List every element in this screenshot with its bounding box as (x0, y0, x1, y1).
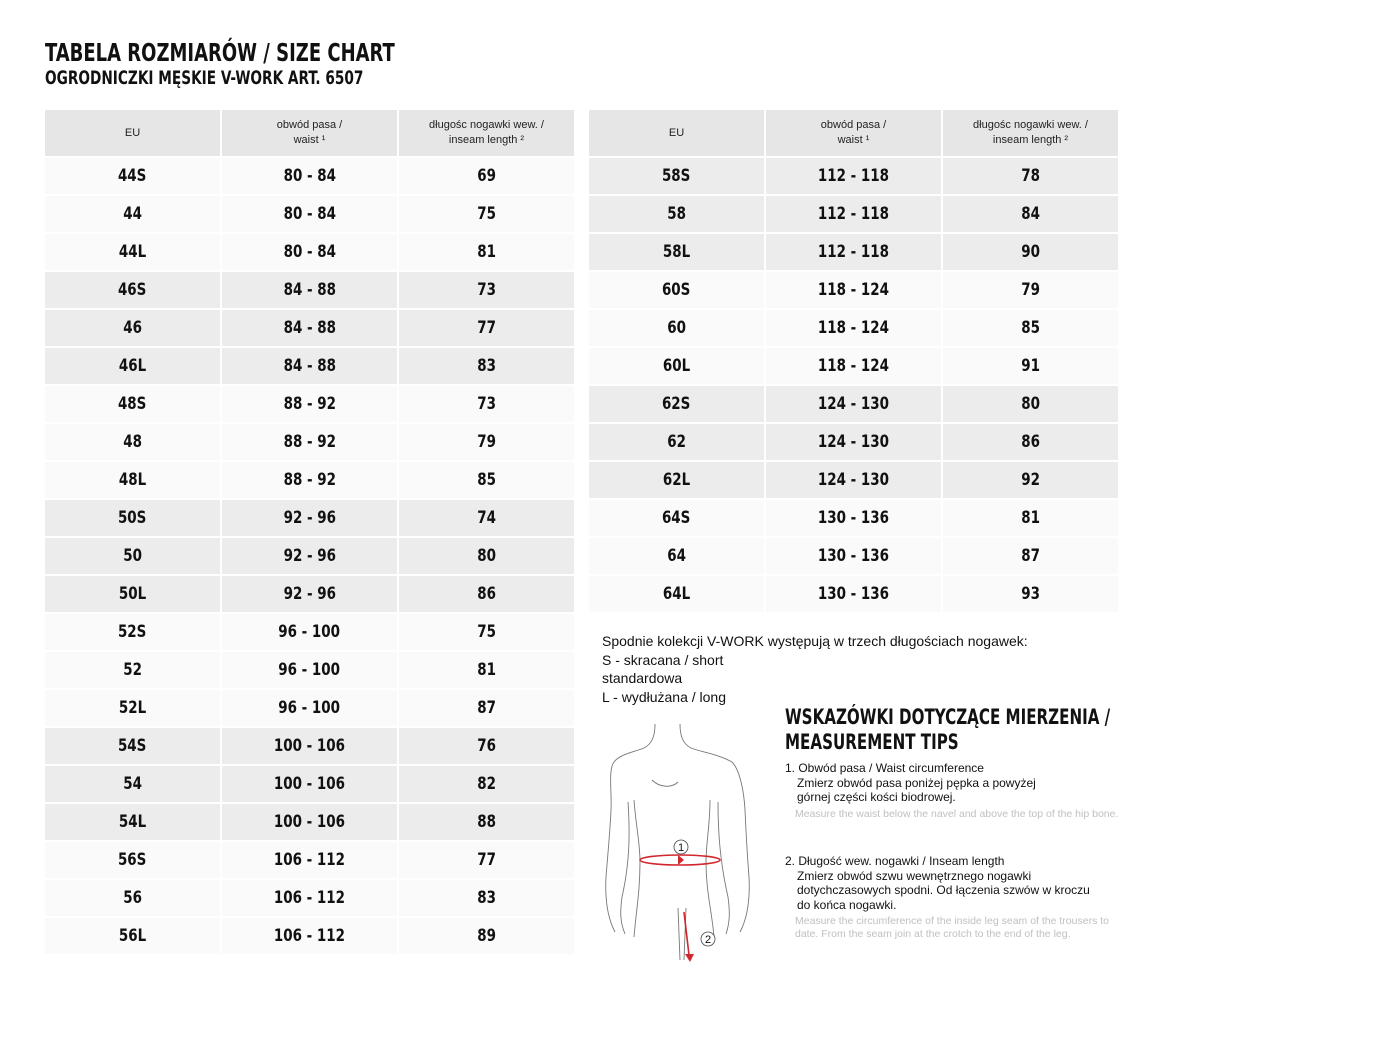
cell-waist: 118 - 124 (765, 347, 942, 385)
cell-eu: 46S (45, 271, 221, 309)
table-row (45, 917, 575, 955)
cell-waist: 124 - 130 (765, 385, 942, 423)
cell-waist: 96 - 100 (221, 689, 398, 727)
table-row (45, 309, 575, 347)
table-row (45, 689, 575, 727)
cell-eu: 64S (589, 499, 765, 537)
cell-waist: 84 - 88 (221, 309, 398, 347)
table-row (589, 499, 1119, 537)
table-row (589, 271, 1119, 309)
table-row (45, 575, 575, 613)
cell-eu: 54S (45, 727, 221, 765)
cell-eu: 50L (45, 575, 221, 613)
table-row (45, 651, 575, 689)
tip-waist-heading: 1. Obwód pasa / Waist circumference (785, 761, 984, 775)
table-row (45, 879, 575, 917)
table-row (45, 461, 575, 499)
cell-waist: 88 - 92 (221, 461, 398, 499)
marker-2: 2 (704, 934, 712, 946)
size-table-right (589, 110, 1120, 614)
cell-inseam: 73 (398, 271, 575, 309)
tip-inseam-text: Zmierz obwód szwu wewnętrznego nogawki (797, 868, 1032, 883)
cell-waist: 80 - 84 (221, 157, 398, 195)
cell-waist: 96 - 100 (221, 651, 398, 689)
cell-eu: 44L (45, 233, 221, 271)
table-row (45, 499, 575, 537)
table-row (45, 385, 575, 423)
cell-eu: 60 (589, 309, 765, 347)
table-row (45, 157, 575, 195)
cell-eu: 44 (45, 195, 221, 233)
cell-eu: 62 (589, 423, 765, 461)
cell-inseam: 83 (398, 879, 575, 917)
cell-inseam: 75 (398, 613, 575, 651)
cell-inseam: 83 (398, 347, 575, 385)
table-row (45, 841, 575, 879)
cell-waist: 80 - 84 (221, 195, 398, 233)
tip-inseam-text: dotychczasowych spodni. Od łączenia szwów w kroczu (797, 883, 1090, 897)
cell-inseam: 69 (398, 157, 575, 195)
cell-waist: 80 - 84 (221, 233, 398, 271)
cell-eu: 48S (45, 385, 221, 423)
cell-eu: 48 (45, 423, 221, 461)
cell-eu: 50S (45, 499, 221, 537)
cell-waist: 112 - 118 (765, 195, 942, 233)
cell-eu: 58L (589, 233, 765, 271)
cell-eu: 52S (45, 613, 221, 651)
cell-waist: 88 - 92 (221, 423, 398, 461)
cell-eu: 54 (45, 765, 221, 803)
waist-arrow-icon (678, 855, 684, 865)
cell-waist: 130 - 136 (765, 537, 942, 575)
cell-waist: 124 - 130 (765, 461, 942, 499)
cell-inseam: 87 (398, 689, 575, 727)
cell-inseam: 86 (942, 423, 1119, 461)
table-row (45, 423, 575, 461)
cell-waist: 130 - 136 (765, 575, 942, 613)
cell-waist: 106 - 112 (221, 841, 398, 879)
cell-waist: 88 - 92 (221, 385, 398, 423)
cell-inseam: 89 (398, 917, 575, 955)
cell-inseam: 76 (398, 727, 575, 765)
cell-eu: 58 (589, 195, 765, 233)
tip-waist-english: Measure the waist below the navel and above the top of the hip bone. (795, 807, 1119, 820)
table-row (589, 309, 1119, 347)
cell-eu: 56L (45, 917, 221, 955)
tip-waist-text: górnej części kości biodrowej. (797, 790, 956, 804)
cell-inseam: 77 (398, 309, 575, 347)
body-measurement-figure (600, 722, 760, 967)
table-row (589, 233, 1119, 271)
cell-inseam: 86 (398, 575, 575, 613)
cell-inseam: 79 (398, 423, 575, 461)
table-row (45, 233, 575, 271)
table-row (45, 537, 575, 575)
cell-waist: 92 - 96 (221, 575, 398, 613)
table-row (45, 803, 575, 841)
column-header-inseam: długośc nogawki wew. / inseam length ² (942, 110, 1119, 157)
table-row (589, 423, 1119, 461)
lengths-intro: Spodnie kolekcji V-WORK występują w trzech długościach nogawek: (602, 633, 1028, 649)
page-title: TABELA ROZMIARÓW / SIZE CHART (45, 38, 395, 67)
cell-eu: 48L (45, 461, 221, 499)
cell-inseam: 93 (942, 575, 1119, 613)
table-row (45, 613, 575, 651)
table-row (45, 195, 575, 233)
cell-eu: 46 (45, 309, 221, 347)
cell-inseam: 78 (942, 157, 1119, 195)
marker-1: 1 (677, 842, 685, 854)
tip-waist (785, 761, 1125, 821)
table-row (45, 765, 575, 803)
tip-inseam (785, 854, 1125, 941)
cell-eu: 50 (45, 537, 221, 575)
cell-inseam: 77 (398, 841, 575, 879)
tip-waist-text: Zmierz obwód pasa poniżej pępka a powyżej (797, 775, 1036, 790)
cell-eu: 62S (589, 385, 765, 423)
table-row (589, 385, 1119, 423)
size-table-left (45, 110, 576, 956)
table-row (45, 727, 575, 765)
lengths-note (602, 632, 1028, 706)
table-row (589, 157, 1119, 195)
cell-waist: 112 - 118 (765, 233, 942, 271)
column-header-inseam: długośc nogawki wew. / inseam length ² (398, 110, 575, 157)
cell-inseam: 81 (398, 651, 575, 689)
cell-waist: 100 - 106 (221, 727, 398, 765)
cell-eu: 64L (589, 575, 765, 613)
cell-inseam: 91 (942, 347, 1119, 385)
cell-eu: 46L (45, 347, 221, 385)
length-short: S - skracana / short (602, 651, 724, 668)
cell-waist: 112 - 118 (765, 157, 942, 195)
table-row (589, 575, 1119, 613)
cell-waist: 96 - 100 (221, 613, 398, 651)
column-header-eu: EU (589, 110, 765, 157)
tip-inseam-english: Measure the circumference of the inside leg seam of the trousers to date. From the seam join at the crotch to the end of the leg. (795, 915, 1109, 940)
cell-waist: 118 - 124 (765, 271, 942, 309)
cell-inseam: 85 (398, 461, 575, 499)
cell-eu: 62L (589, 461, 765, 499)
cell-eu: 52L (45, 689, 221, 727)
cell-eu: 60S (589, 271, 765, 309)
column-header-eu: EU (45, 110, 221, 157)
cell-waist: 100 - 106 (221, 803, 398, 841)
cell-inseam: 84 (942, 195, 1119, 233)
cell-waist: 84 - 88 (221, 271, 398, 309)
cell-inseam: 90 (942, 233, 1119, 271)
cell-inseam: 80 (942, 385, 1119, 423)
cell-inseam: 80 (398, 537, 575, 575)
cell-eu: 58S (589, 157, 765, 195)
cell-inseam: 79 (942, 271, 1119, 309)
cell-inseam: 85 (942, 309, 1119, 347)
cell-inseam: 82 (398, 765, 575, 803)
cell-waist: 92 - 96 (221, 537, 398, 575)
table-row (589, 195, 1119, 233)
column-header-waist: obwód pasa / waist ¹ (221, 110, 398, 157)
cell-waist: 124 - 130 (765, 423, 942, 461)
cell-waist: 118 - 124 (765, 309, 942, 347)
tip-inseam-text: do końca nogawki. (797, 897, 897, 912)
cell-inseam: 88 (398, 803, 575, 841)
cell-eu: 56 (45, 879, 221, 917)
cell-eu: 64 (589, 537, 765, 575)
table-row (589, 461, 1119, 499)
table-row (589, 347, 1119, 385)
cell-eu: 54L (45, 803, 221, 841)
length-standard: standardowa (602, 670, 683, 687)
cell-waist: 130 - 136 (765, 499, 942, 537)
cell-inseam: 73 (398, 385, 575, 423)
table-row (45, 347, 575, 385)
cell-inseam: 81 (942, 499, 1119, 537)
cell-inseam: 74 (398, 499, 575, 537)
cell-inseam: 75 (398, 195, 575, 233)
column-header-waist: obwód pasa / waist ¹ (765, 110, 942, 157)
cell-eu: 60L (589, 347, 765, 385)
cell-inseam: 92 (942, 461, 1119, 499)
product-subtitle: OGRODNICZKI MĘSKIE V-WORK ART. 6507 (45, 67, 364, 89)
cell-eu: 44S (45, 157, 221, 195)
cell-inseam: 81 (398, 233, 575, 271)
cell-waist: 92 - 96 (221, 499, 398, 537)
cell-waist: 84 - 88 (221, 347, 398, 385)
inseam-arrow-icon (685, 954, 694, 962)
tips-title: WSKAZÓWKI DOTYCZĄCE MIERZENIA / MEASUREMENT TIPS (785, 705, 1111, 754)
cell-waist: 106 - 112 (221, 879, 398, 917)
length-long: L - wydłużana / long (602, 688, 726, 705)
tip-inseam-heading: 2. Długość wew. nogawki / Inseam length (785, 854, 1005, 868)
cell-waist: 100 - 106 (221, 765, 398, 803)
cell-eu: 52 (45, 651, 221, 689)
table-row (45, 271, 575, 309)
cell-eu: 56S (45, 841, 221, 879)
cell-waist: 106 - 112 (221, 917, 398, 955)
cell-inseam: 87 (942, 537, 1119, 575)
table-row (589, 537, 1119, 575)
